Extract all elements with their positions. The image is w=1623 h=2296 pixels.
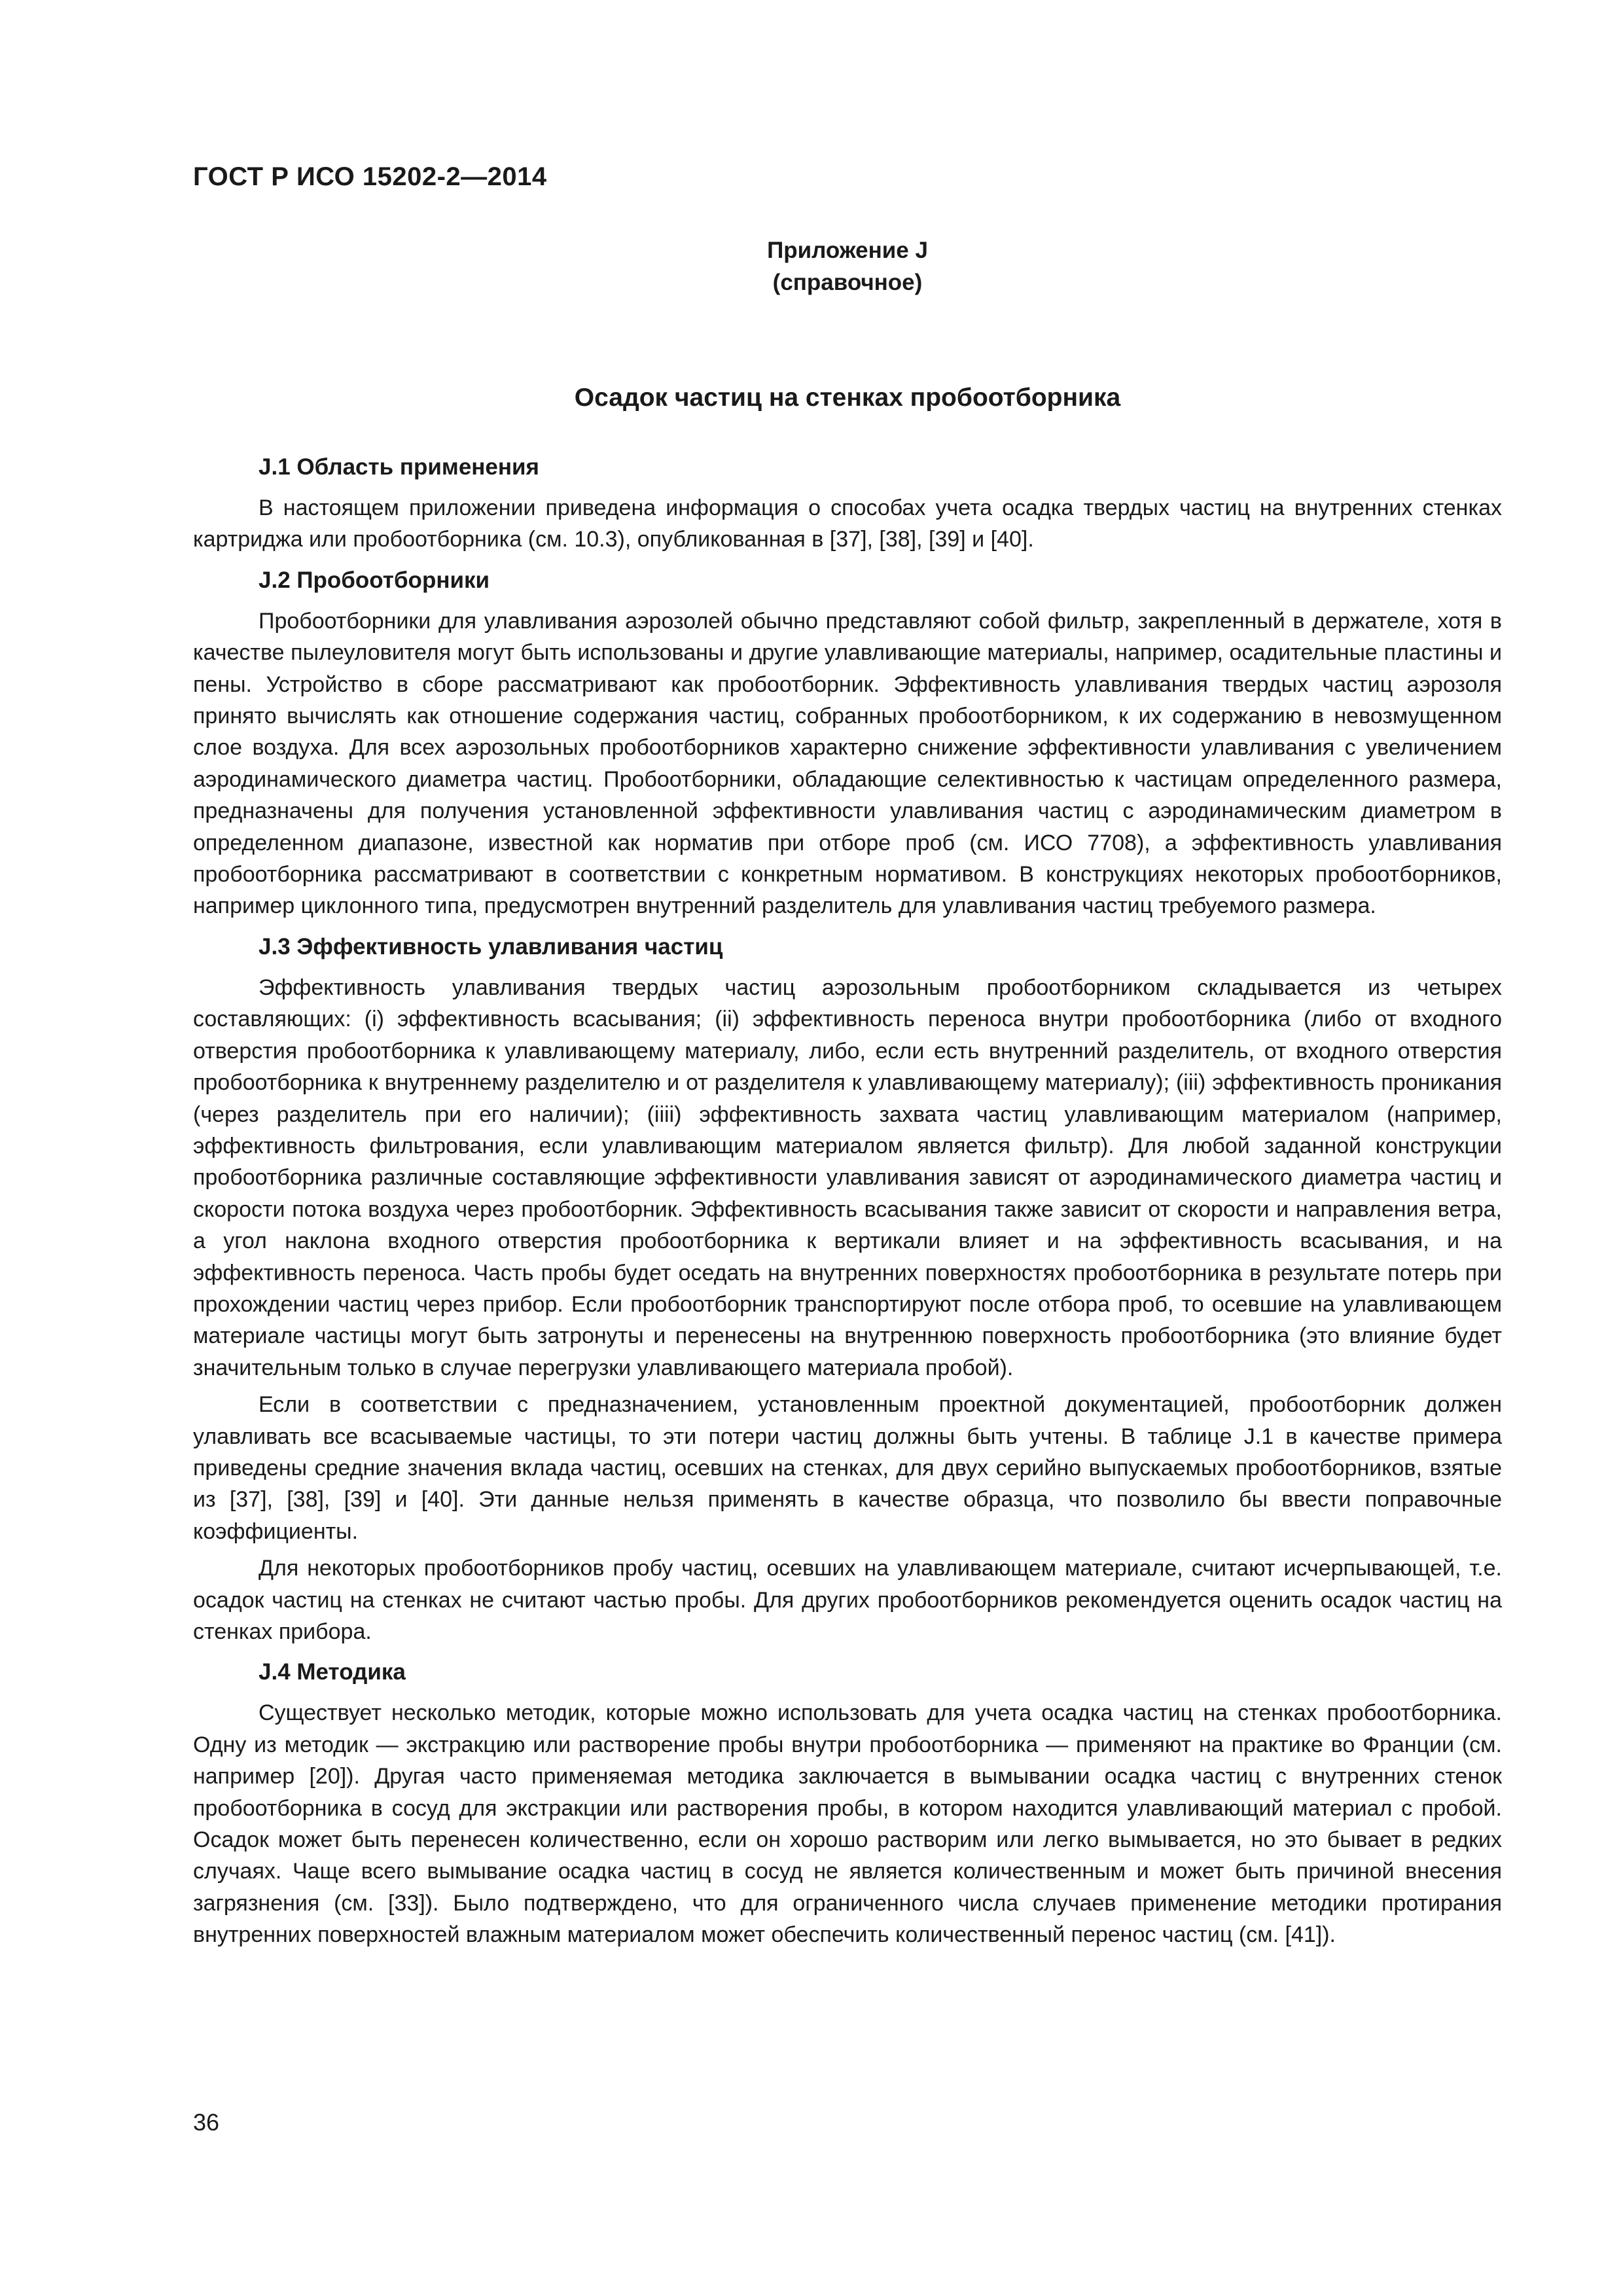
section-heading: J.1 Область применения <box>259 454 539 480</box>
section-j4 <box>193 1657 1502 1950</box>
page-title: Осадок частиц на стенках пробоотборника <box>574 384 1121 412</box>
appendix-label: Приложение J <box>767 238 928 263</box>
section-heading: J.3 Эффективность улавливания частиц <box>259 933 723 960</box>
section-j1 <box>193 452 1502 556</box>
paragraph: Для некоторых пробоотборников пробу частиц, осевших на улавливающем материале, считают исчерпывающей, т.е. осадок частиц на стенках не считают частью пробы. Для других пробоотборников рекомендуется оценить осадок частиц на стенках прибора. <box>193 1556 1502 1644</box>
section-heading: J.2 Пробоотборники <box>259 567 490 593</box>
paragraph: Эффективность улавливания твердых частиц аэрозольным пробоотборником складывается из четырех составляющих: (i) эффективность всасывания; (ii) эффективность переноса внутри пробоотборника (либо от входного отверстия пробоотборника к улавливающему материалу, либо, если есть внутренний разделитель, от входного отверстия пробоотборника к внутреннему разделителю и от разделителя к улавливающему материалу); (iii) эффективность проникания (через разделитель при его наличии); (iiii) эффективность захвата частиц улавливающим материалом (например, эффективность фильтрования, если улавливающим материалом является фильтр). Для любой заданной конструкции пробоотборника различные составляющие эффективности улавливания зависят от аэродинамического диаметра частиц и скорости потока воздуха через пробоотборник. Эффективность всасывания также зависит от скорости и направления ветра, а угол наклона входного отверстия пробоотборника к вертикали влияет и на эффективность всасывания, и на эффективность переноса. Часть пробы будет оседать на внутренних поверхностях пробоотборника в результате потерь при прохождении частиц через прибор. Если пробоотборник транспортируют после отбора проб, то осевшие на улавливающем материале частицы могут быть затронуты и перенесены на внутреннюю поверхность пробоотборника (это влияние будет значительным только в случае перегрузки улавливающего материала пробой). <box>193 975 1502 1380</box>
section-j3 <box>193 931 1502 1648</box>
document-page <box>193 0 1502 2296</box>
paragraph: Если в соответствии с предназначением, установленным проектной документацией, пробоотборник должен улавливать все всасываемые частицы, то эти потери частиц должны быть учтены. В таблице J.1 в качестве примера приведены средние значения вклада частиц, осевших на стенках, для двух серийно выпускаемых пробоотборников, взятые из [37], [38], [39] и [40]. Эти данные нельзя применять в качестве образца, что позволило бы ввести поправочные коэффициенты. <box>193 1392 1502 1544</box>
document-code: ГОСТ Р ИСО 15202-2—2014 <box>193 162 547 191</box>
appendix-type: (справочное) <box>772 270 923 295</box>
paragraph: Пробоотборники для улавливания аэрозолей обычно представляют собой фильтр, закрепленный в держателе, хотя в качестве пылеуловителя могут быть использованы и другие улавливающие материалы, например, осадительные пластины и пены. Устройство в сборе рассматривают как пробоотборник. Эффективность улавливания твердых частиц аэрозоля принято вычислять как отношение содержания частиц, собранных пробоотборником, к их содержанию в невозмущенном слое воздуха. Для всех аэрозольных пробоотборников характерно снижение эффективности улавливания с увеличением аэродинамического диаметра частиц. Пробоотборники, обладающие селективностью к частицам определенного размера, предназначены для получения установленной эффективности улавливания частиц с аэродинамическим диаметром в определенном диапазоне, известной как норматив при отборе проб (см. ИСО 7708), а эффективность улавливания пробоотборника рассматривают в соответствии с конкретным нормативом. В конструкциях некоторых пробоотборников, например циклонного типа, предусмотрен внутренний разделитель для улавливания частиц требуемого размера. <box>193 608 1502 919</box>
paragraph: В настоящем приложении приведена информация о способах учета осадка твердых частиц на внутренних стенках картриджа или пробоотборника (см. 10.3), опубликованная в [37], [38], [39] и [40]. <box>193 495 1502 552</box>
paragraph: Существует несколько методик, которые можно использовать для учета осадка частиц на стенках пробоотборника. Одну из методик — экстракцию или растворение пробы внутри пробоотборника — применяют на практике во Франции (см. например [20]). Другая часто применяемая методика заключается в вымывании осадка частиц с внутренних стенок пробоотборника в сосуд для экстракции или растворения пробы, в котором находится улавливающий материал с пробой. Осадок может быть перенесен количественно, если он хорошо растворим или легко вымывается, но это бывает в редких случаях. Чаще всего вымывание осадка частиц в сосуд не является количественным и может быть причиной внесения загрязнения (см. [33]). Было подтверждено, что для ограниченного числа случаев применение методики протирания внутренних поверхностей влажным материалом может обеспечить количественный перенос частиц (см. [41]). <box>193 1700 1502 1948</box>
section-j2 <box>193 565 1502 922</box>
document-body <box>193 452 1502 1960</box>
appendix-heading <box>193 234 1502 298</box>
section-heading: J.4 Методика <box>259 1659 406 1685</box>
page-number: 36 <box>193 2109 220 2136</box>
